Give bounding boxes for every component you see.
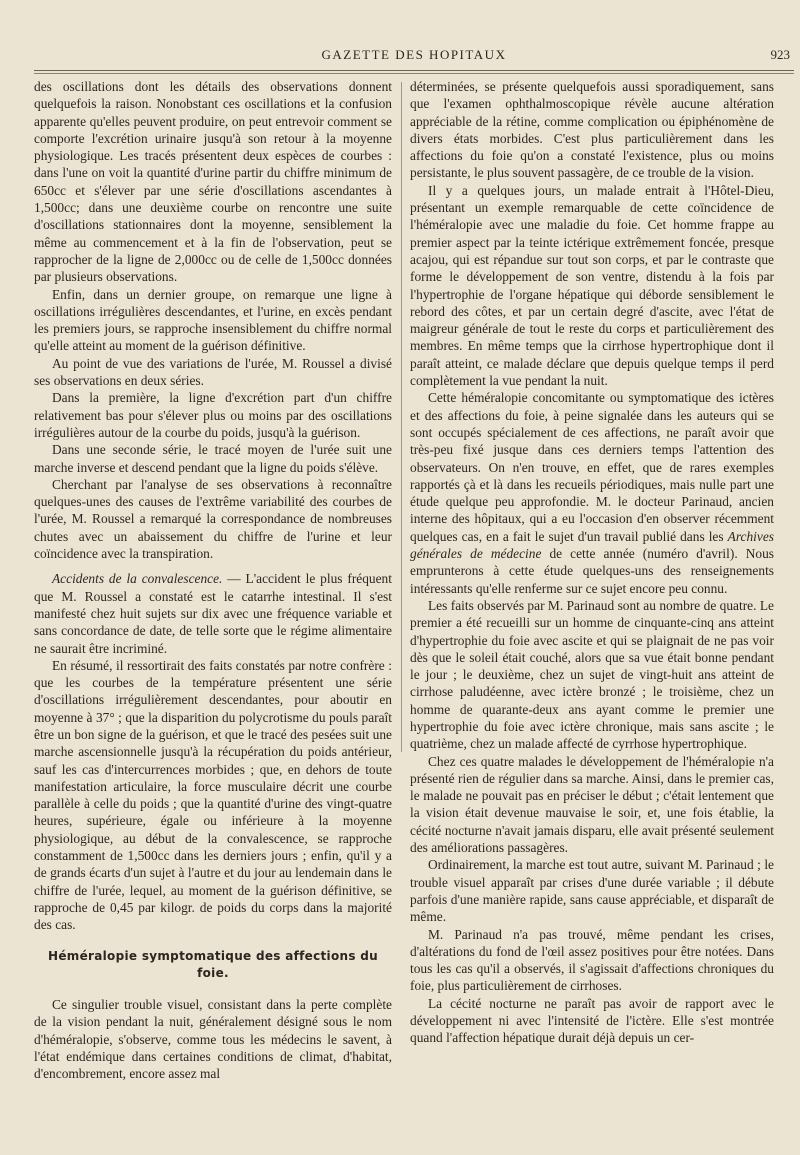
- paragraph: La cécité nocturne ne paraît pas avoir de rapport avec le développement ni avec l'intensité de l'ictère. Elle s'est montrée quand l'affection hépatique durait déjà depuis un cer-: [410, 995, 774, 1046]
- paragraph: Au point de vue des variations de l'urée, M. Roussel a divisé ses observations en deux séries.: [34, 355, 392, 389]
- paragraph-accidents: [34, 570, 392, 656]
- paragraph: Cherchant par l'analyse de ses observations à reconnaître quelques-unes des causes de l'extrême variabilité des courbes de l'urée, M. Roussel a remarqué la correspondance de nombreuses chutes avec un abaissement du chiffre de l'urine et leur coïncidence avec la transpiration.: [34, 476, 392, 562]
- page-header: [34, 47, 794, 67]
- header-rule: [34, 70, 794, 71]
- paragraph-text: Cette héméralopie concomitante ou symptomatique des ictères et des affections du foie, à peine signalée dans les auteurs qui se sont occupés spécialement de ces affections, ne paraît avoir que très-peu fixé jusque dans ces derniers temps l'attention des observateurs. On n'en trouve, en effet, que de rares exemples rapportés çà et là dans les recueils périodiques, mais nulle part une étude quelque peu approfondie. M. le docteur Parinaud, ancien interne des hôpitaux, qui a eu l'occasion d'en observer récemment quelques cas, en a fait le sujet d'un travail publié dans les: [410, 390, 774, 544]
- journal-title: Archives générales de médecine: [410, 528, 774, 562]
- page-number: 923: [770, 47, 790, 62]
- paragraph: Ce singulier trouble visuel, consistant dans la perte complète de la vision pendant la nuit, généralement désigné sous le nom d'héméralopie, s'observe, comme tous les médecins le savent, à l'état endémique dans certaines conditions de climat, d'habitat, d'encombrement, encore assez mal: [34, 997, 392, 1082]
- paragraph-lead: Accidents de la convalescence.: [52, 571, 223, 587]
- paragraph: Il y a quelques jours, un malade entrait à l'Hôtel-Dieu, présentant un exemple remarquable de cette coïncidence de l'héméralopie avec une maladie du foie. Cet homme frappe au premier aspect par la teinte ictérique extrêmement foncée, presque acajou, qui est répandue sur tout son corps, et par le contraste que forme le développement de son ventre, distendu à la fois par l'hypertrophie de l'organe hépatique qui déborde sensiblement le rebord des côtes, et par un certain degré d'ascite, avec l'état de maigreur générale de tout le reste du corps et particulièrement des membres. En même temps que la cirrhose hypertrophique dont il paraît atteint, ce malade déclare que depuis quelque temps il perd complètement la vue pendant la nuit.: [410, 182, 774, 389]
- paragraph-text: de cette année (numéro d'avril). Nous emprunterons à cette étude quelques-uns des renseignements intéressants qu'elle renferme sur ce sujet encore peu connu.: [410, 546, 774, 596]
- paragraph: M. Parinaud n'a pas trouvé, même pendant les crises, d'altérations du fond de l'œil assez positives pour être notées. Dans tous les cas qu'il a observés, il s'agissait d'affections chroniques du foie, plus particulièrement de cirrhoses.: [410, 926, 774, 994]
- column-divider: [401, 82, 402, 752]
- paragraph-body: — L'accident le plus fréquent que M. Roussel a constaté est le catarrhe intestinal. Il s'est manifesté chez huit sujets sur dix avec une fréquence variable et sans concordance de date, de telle sorte que le régime alimentaire ne saurait être incriminé.: [34, 571, 392, 656]
- paragraph: En résumé, il ressortirait des faits constatés par notre confrère : que les courbes de la température présentent une série d'oscillations irrégulièrement descendantes, pour aboutir en moyenne à 37° ; que la disparition du polycrotisme du pouls paraît être un bon signe de la guérison, et que le tracé des pesées suit une marche ascensionnelle jusqu'à la récupération du poids antérieur, sauf les cas d'intercurrences morbides ; que, en dehors de toute manifestation articulaire, la force musculaire décrit une courbe parallèle à celle du poids ; que la quantité d'urine des vingt-quatre heures, supérieure, égale ou inférieure à la moyenne physiologique, au début de la convalescence, se rapproche constamment de 1,500cc dans les derniers jours ; enfin, qu'il y a de grands écarts d'un sujet à l'autre et du jour au lendemain dans le chiffre de l'urée, lequel, au moment de la guérison définitive, se rapproche de 0,45 par kilogr. de poids du corps dans la majorité des cas.: [34, 657, 392, 933]
- paragraph: Dans la première, la ligne d'excrétion part d'un chiffre relativement bas pour s'élever plus ou moins par des oscillations irrégulières autour de la courbe du poids, jusqu'à la guérison.: [34, 390, 392, 440]
- paragraph-archives: [410, 389, 774, 597]
- paragraph: Chez ces quatre malades le développement de l'héméralopie n'a présenté rien de régulier dans sa marche. Ainsi, dans le premier cas, le malade ne pouvait pas en préciser le début ; c'était lentement que la vision était devenue mauvaise le soir, et, une fois établie, la cécité nocturne n'avait jamais disparu, elle avait présenté seulement des améliorations passagères.: [410, 753, 774, 856]
- running-head: GAZETTE DES HOPITAUX: [321, 47, 507, 62]
- section-title: Héméralopie symptomatique des affections du foie.: [48, 948, 378, 980]
- paragraph: déterminées, se présente quelquefois aussi sporadiquement, sans que l'examen ophthalmoscopique révèle aucune altération appréciable de la rétine, comme complication ou épiphénomène de divers états morbides. C'est plus particulièrement dans les affections du foie qu'on a constaté l'existence, plus ou moins persistante, le plus souvent passagère, de ce trouble de la vision.: [410, 79, 774, 181]
- paragraph: des oscillations dont les détails des observations donnent quelquefois la raison. Nonobstant ces oscillations et la confusion apparente qu'elles peuvent produire, on peut entrevoir comment se comporte l'excrétion urinaire jusqu'à son retour à la moyenne physiologique. Les tracés présentent deux espèces de courbes : dans l'une on voit la quantité d'urine partir du chiffre minimum de 650cc et s'élever par une série d'oscillations ascendantes à 1,500cc; dans une deuxième courbe on rencontre une suite d'oscillations stationnaires dont la moyenne, sensiblement la même au commencement et à la fin de l'observation, peut se rapprocher de la ligne de 2,000cc ou de celle de 1,500cc données par plusieurs observations.: [34, 79, 392, 285]
- paragraph: Dans une seconde série, le tracé moyen de l'urée suit une marche inverse et descend pendant que la ligne du poids s'élève.: [34, 442, 392, 475]
- paragraph: Les faits observés par M. Parinaud sont au nombre de quatre. Le premier a été recueilli sur un homme de cinquante-cinq ans atteint d'hypertrophie du foie avec ascite et qui se plaignait de ne pas voir dès que le soleil était couché, alors que sa vue était bonne pendant le jour ; le deuxième, chez un sujet de vingt-huit ans atteint de cirrhose paludéenne, avec ictère bronzé ; le troisième, chez un homme de quarante-deux ans ayant comme le premier une hypertrophie du foie avec ictère chronique, mais sans ascite ; le quatrième, chez un malade affecté de cyrrhose hypertrophique.: [410, 597, 774, 752]
- paragraph: Ordinairement, la marche est tout autre, suivant M. Parinaud ; le trouble visuel apparaît par crises d'une durée variable ; il débute parfois d'une manière rapide, sans cause appréciable, et disparaît de même.: [410, 857, 774, 925]
- header-rule-secondary: [34, 73, 794, 74]
- right-column: [410, 78, 774, 1138]
- left-column: [34, 78, 392, 1138]
- paragraph: Enfin, dans un dernier groupe, on remarque une ligne à oscillations irrégulières descendantes, et l'urine, en excès pendant les premiers jours, se rapproche insensiblement du chiffre normal qu'elle atteint au moment de la guérison définitive.: [34, 286, 392, 354]
